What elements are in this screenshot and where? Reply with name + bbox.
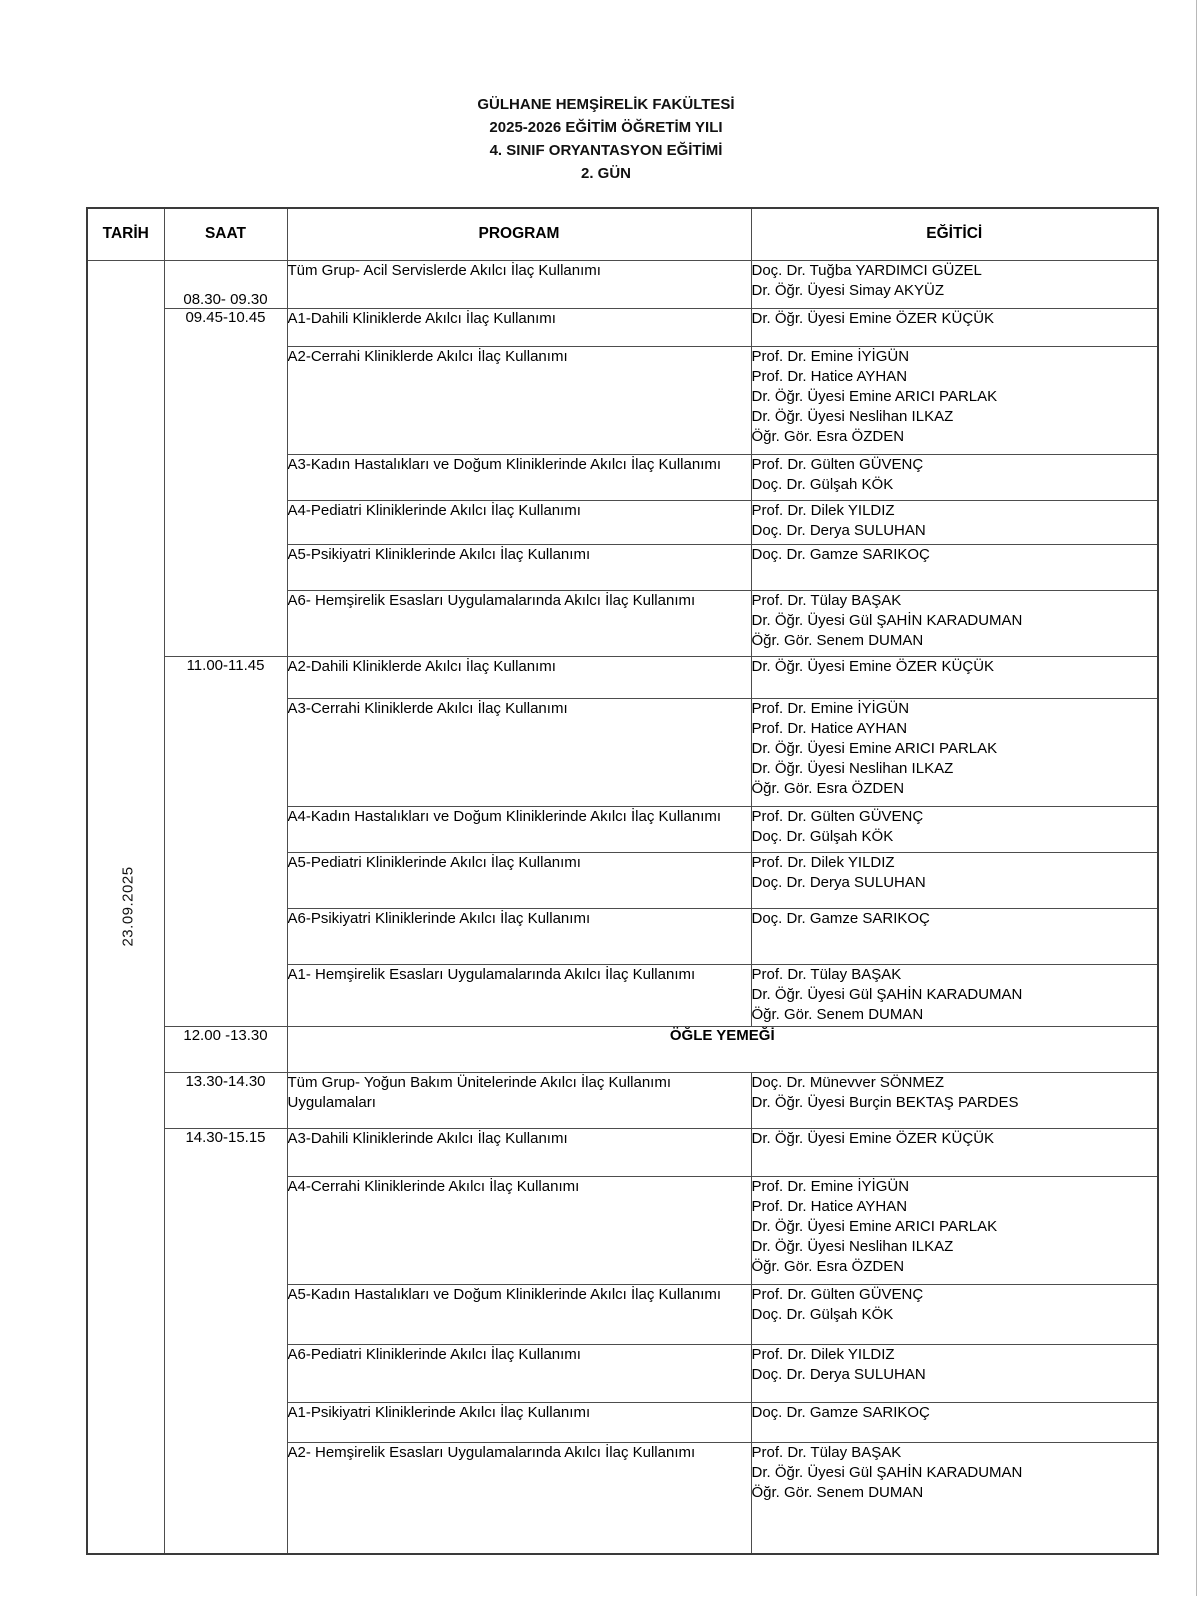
time-cell: 14.30-15.15 xyxy=(164,1128,287,1554)
instructor-cell xyxy=(751,964,1158,1026)
instructor-name: Prof. Dr. Gülten GÜVENÇ xyxy=(751,807,924,825)
lunch-cell: ÖĞLE YEMEĞİ xyxy=(287,1026,1158,1072)
time-cell: 12.00 -13.30 xyxy=(164,1026,287,1072)
date-text: 23.09.2025 xyxy=(119,866,137,947)
instructor-cell xyxy=(751,260,1158,308)
table-header-row xyxy=(87,208,1158,260)
instructor-name: Doç. Dr. Gülşah KÖK xyxy=(751,1305,894,1323)
column-header-program: PROGRAM xyxy=(287,208,751,260)
instructor-cell xyxy=(751,590,1158,656)
instructor-name: Prof. Dr. Dilek YILDIZ xyxy=(751,1345,895,1363)
instructor-name: Prof. Dr. Emine İYİGÜN xyxy=(751,347,910,365)
instructor-name: Doç. Dr. Gülşah KÖK xyxy=(751,827,894,845)
program-cell: A3-Dahili Kliniklerinde Akılcı İlaç Kullanımı xyxy=(287,1128,751,1176)
instructor-name: Öğr. Gör. Esra ÖZDEN xyxy=(751,1257,905,1275)
schedule-table xyxy=(86,207,1159,1555)
schedule-row xyxy=(87,656,1158,698)
title-line-4: 2. GÜN xyxy=(580,165,631,182)
instructor-name: Prof. Dr. Dilek YILDIZ xyxy=(751,853,895,871)
instructor-cell xyxy=(751,544,1158,590)
scan-artifact-line xyxy=(1196,0,1197,1596)
instructor-name: Doç. Dr. Münevver SÖNMEZ xyxy=(751,1073,945,1091)
schedule-row xyxy=(87,308,1158,346)
document-title xyxy=(86,93,1126,185)
instructor-cell xyxy=(751,698,1158,806)
program-cell: A1-Psikiyatri Kliniklerinde Akılcı İlaç Kullanımı xyxy=(287,1402,751,1442)
instructor-cell xyxy=(751,1284,1158,1344)
instructor-name: Dr. Öğr. Üyesi Neslihan ILKAZ xyxy=(751,407,954,425)
instructor-cell xyxy=(751,656,1158,698)
program-cell: Tüm Grup- Acil Servislerde Akılcı İlaç Kullanımı xyxy=(287,260,751,308)
instructor-name: Dr. Öğr. Üyesi Emine ARICI PARLAK xyxy=(751,387,998,405)
program-cell: A6- Hemşirelik Esasları Uygulamalarında Akılcı İlaç Kullanımı xyxy=(287,590,751,656)
instructor-name: Öğr. Gör. Esra ÖZDEN xyxy=(751,427,905,445)
instructor-cell xyxy=(751,1402,1158,1442)
instructor-cell xyxy=(751,454,1158,500)
program-cell: A4-Cerrahi Kliniklerinde Akılcı İlaç Kullanımı xyxy=(287,1176,751,1284)
instructor-name: Öğr. Gör. Esra ÖZDEN xyxy=(751,779,905,797)
instructor-name: Doç. Dr. Gülşah KÖK xyxy=(751,475,894,493)
instructor-name: Dr. Öğr. Üyesi Neslihan ILKAZ xyxy=(751,759,954,777)
date-cell xyxy=(87,260,164,1554)
program-cell: A1- Hemşirelik Esasları Uygulamalarında Akılcı İlaç Kullanımı xyxy=(287,964,751,1026)
instructor-name: Prof. Dr. Hatice AYHAN xyxy=(751,1197,908,1215)
instructor-name: Dr. Öğr. Üyesi Gül ŞAHİN KARADUMAN xyxy=(751,985,1023,1003)
time-cell: 11.00-11.45 xyxy=(164,656,287,1026)
instructor-name: Öğr. Gör. Senem DUMAN xyxy=(751,1005,924,1023)
title-line-1: GÜLHANE HEMŞİRELİK FAKÜLTESİ xyxy=(477,96,735,113)
instructor-name: Prof. Dr. Emine İYİGÜN xyxy=(751,1177,910,1195)
instructor-name: Dr. Öğr. Üyesi Gül ŞAHİN KARADUMAN xyxy=(751,611,1023,629)
time-cell: 08.30- 09.30 xyxy=(164,260,287,308)
instructor-cell xyxy=(751,1442,1158,1554)
program-cell: A5-Psikiyatri Kliniklerinde Akılcı İlaç Kullanımı xyxy=(287,544,751,590)
program-cell: A4-Pediatri Kliniklerinde Akılcı İlaç Kullanımı xyxy=(287,500,751,544)
instructor-name: Prof. Dr. Tülay BAŞAK xyxy=(751,1443,902,1461)
time-cell: 13.30-14.30 xyxy=(164,1072,287,1128)
instructor-name: Doç. Dr. Gamze SARIKOÇ xyxy=(751,545,930,563)
program-cell: A5-Kadın Hastalıkları ve Doğum Kliniklerinde Akılcı İlaç Kullanımı xyxy=(287,1284,751,1344)
instructor-name: Öğr. Gör. Senem DUMAN xyxy=(751,1483,924,1501)
instructor-name: Prof. Dr. Gülten GÜVENÇ xyxy=(751,455,924,473)
instructor-name: Prof. Dr. Gülten GÜVENÇ xyxy=(751,1285,924,1303)
program-cell: A2-Dahili Kliniklerde Akılcı İlaç Kullanımı xyxy=(287,656,751,698)
instructor-name: Dr. Öğr. Üyesi Gül ŞAHİN KARADUMAN xyxy=(751,1463,1023,1481)
instructor-name: Dr. Öğr. Üyesi Emine ARICI PARLAK xyxy=(751,739,998,757)
instructor-cell xyxy=(751,308,1158,346)
schedule-row xyxy=(87,1072,1158,1128)
instructor-name: Prof. Dr. Hatice AYHAN xyxy=(751,719,908,737)
instructor-name: Dr. Öğr. Üyesi Emine ARICI PARLAK xyxy=(751,1217,998,1235)
instructor-name: Prof. Dr. Tülay BAŞAK xyxy=(751,965,902,983)
schedule-row xyxy=(87,1128,1158,1176)
instructor-name: Doç. Dr. Gamze SARIKOÇ xyxy=(751,909,930,927)
instructor-cell xyxy=(751,1344,1158,1402)
instructor-name: Prof. Dr. Hatice AYHAN xyxy=(751,367,908,385)
instructor-name: Prof. Dr. Tülay BAŞAK xyxy=(751,591,902,609)
instructor-cell xyxy=(751,1072,1158,1128)
instructor-name: Öğr. Gör. Senem DUMAN xyxy=(751,631,924,649)
instructor-name: Doç. Dr. Derya SULUHAN xyxy=(751,873,926,891)
instructor-name: Dr. Öğr. Üyesi Emine ÖZER KÜÇÜK xyxy=(751,309,995,327)
program-cell: A2-Cerrahi Kliniklerde Akılcı İlaç Kullanımı xyxy=(287,346,751,454)
program-cell: A1-Dahili Kliniklerde Akılcı İlaç Kullanımı xyxy=(287,308,751,346)
instructor-name: Doç. Dr. Tuğba YARDIMCI GÜZEL xyxy=(751,261,982,279)
instructor-name: Prof. Dr. Emine İYİGÜN xyxy=(751,699,910,717)
instructor-cell xyxy=(751,852,1158,908)
instructor-cell xyxy=(751,1176,1158,1284)
instructor-cell xyxy=(751,500,1158,544)
instructor-name: Dr. Öğr. Üyesi Simay AKYÜZ xyxy=(751,281,945,299)
instructor-name: Dr. Öğr. Üyesi Emine ÖZER KÜÇÜK xyxy=(751,1129,995,1147)
instructor-name: Doç. Dr. Gamze SARIKOÇ xyxy=(751,1403,930,1421)
program-cell: A6-Pediatri Kliniklerinde Akılcı İlaç Kullanımı xyxy=(287,1344,751,1402)
column-header-egitici: EĞİTİCİ xyxy=(751,208,1158,260)
instructor-name: Dr. Öğr. Üyesi Burçin BEKTAŞ PARDES xyxy=(751,1093,1019,1111)
program-cell: A3-Cerrahi Kliniklerde Akılcı İlaç Kullanımı xyxy=(287,698,751,806)
instructor-name: Dr. Öğr. Üyesi Emine ÖZER KÜÇÜK xyxy=(751,657,995,675)
time-cell: 09.45-10.45 xyxy=(164,308,287,656)
instructor-cell xyxy=(751,346,1158,454)
instructor-cell xyxy=(751,908,1158,964)
program-cell: Tüm Grup- Yoğun Bakım Ünitelerinde Akılcı İlaç Kullanımı Uygulamaları xyxy=(287,1072,751,1128)
instructor-cell xyxy=(751,1128,1158,1176)
title-line-2: 2025-2026 EĞİTİM ÖĞRETİM YILI xyxy=(489,119,723,136)
schedule-row xyxy=(87,1026,1158,1072)
program-cell: A2- Hemşirelik Esasları Uygulamalarında Akılcı İlaç Kullanımı xyxy=(287,1442,751,1554)
program-cell: A6-Psikiyatri Kliniklerinde Akılcı İlaç Kullanımı xyxy=(287,908,751,964)
program-cell: A5-Pediatri Kliniklerinde Akılcı İlaç Kullanımı xyxy=(287,852,751,908)
column-header-tarih: TARİH xyxy=(87,208,164,260)
program-cell: A4-Kadın Hastalıkları ve Doğum Kliniklerinde Akılcı İlaç Kullanımı xyxy=(287,806,751,852)
instructor-name: Prof. Dr. Dilek YILDIZ xyxy=(751,501,895,519)
instructor-name: Dr. Öğr. Üyesi Neslihan ILKAZ xyxy=(751,1237,954,1255)
schedule-row xyxy=(87,260,1158,308)
title-line-3: 4. SINIF ORYANTASYON EĞİTİMİ xyxy=(489,142,723,159)
column-header-saat: SAAT xyxy=(164,208,287,260)
program-cell: A3-Kadın Hastalıkları ve Doğum Kliniklerinde Akılcı İlaç Kullanımı xyxy=(287,454,751,500)
instructor-cell xyxy=(751,806,1158,852)
instructor-name: Doç. Dr. Derya SULUHAN xyxy=(751,1365,926,1383)
instructor-name: Doç. Dr. Derya SULUHAN xyxy=(751,521,926,539)
